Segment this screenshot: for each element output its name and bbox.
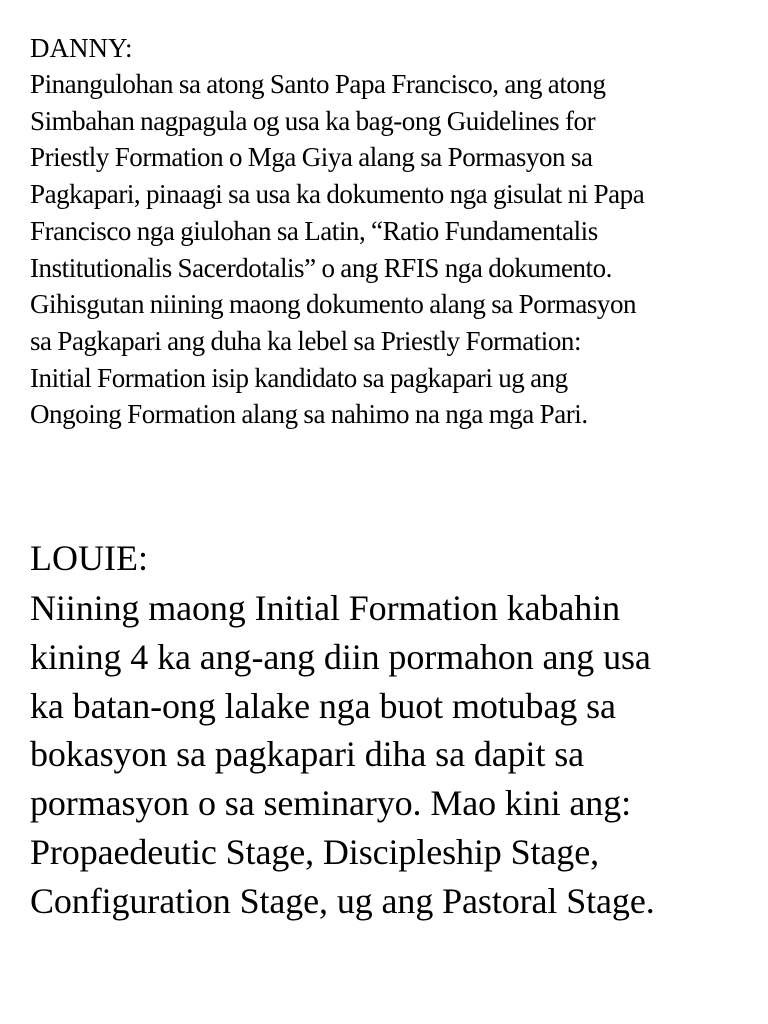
speaker-label: DANNY: [30,33,133,63]
text-line: Niining maong Initial Formation kabahin [30,588,621,628]
text-line: ka batan-ong lalake nga buot motubag sa [30,685,616,726]
text-line: Ongoing Formation alang sa nahimo na nga mga Pari. [30,399,588,430]
text-line: Francisco nga giulohan sa Latin, “Ratio Fundamentalis [30,215,598,246]
text-line: Institutionalis Sacerdotalis” o ang RFIS nga dokumento. [30,252,612,283]
text-line: pormasyon o sa seminaryo. Mao kini ang: [30,783,631,824]
dialogue-block-louie [30,535,760,926]
text-line: Pinangulohan sa atong Santo Papa Francisco, ang atong [30,69,606,99]
text-line: Initial Formation isip kandidato sa pagkapari ug ang [30,362,568,393]
text-line: kining 4 ka ang-ang diin pormahon ang usa [30,636,651,677]
text-line: Configuration Stage, ug ang Pastoral Stage. [30,880,655,921]
text-line: sa Pagkapari ang duha ka lebel sa Priestly Formation: [30,325,582,356]
text-line: Gihisgutan niining maong dokumento alang sa Pormasyon [30,289,637,320]
dialogue-text [30,584,760,926]
text-line: Pagkapari, pinaagi sa usa ka dokumento nga gisulat ni Papa [30,179,645,210]
text-line: bokasyon sa pagkapari diha sa dapit sa [30,734,585,775]
text-line: Propaedeutic Stage, Discipleship Stage, [30,831,599,872]
text-line: Simbahan nagpagula og usa ka bag-ong Guidelines for [30,105,596,136]
dialogue-block-danny [30,30,760,433]
speaker-label: LOUIE: [30,538,148,578]
dialogue-text [30,66,760,433]
text-line: Priestly Formation o Mga Giya alang sa Pormasyon sa [30,142,593,173]
